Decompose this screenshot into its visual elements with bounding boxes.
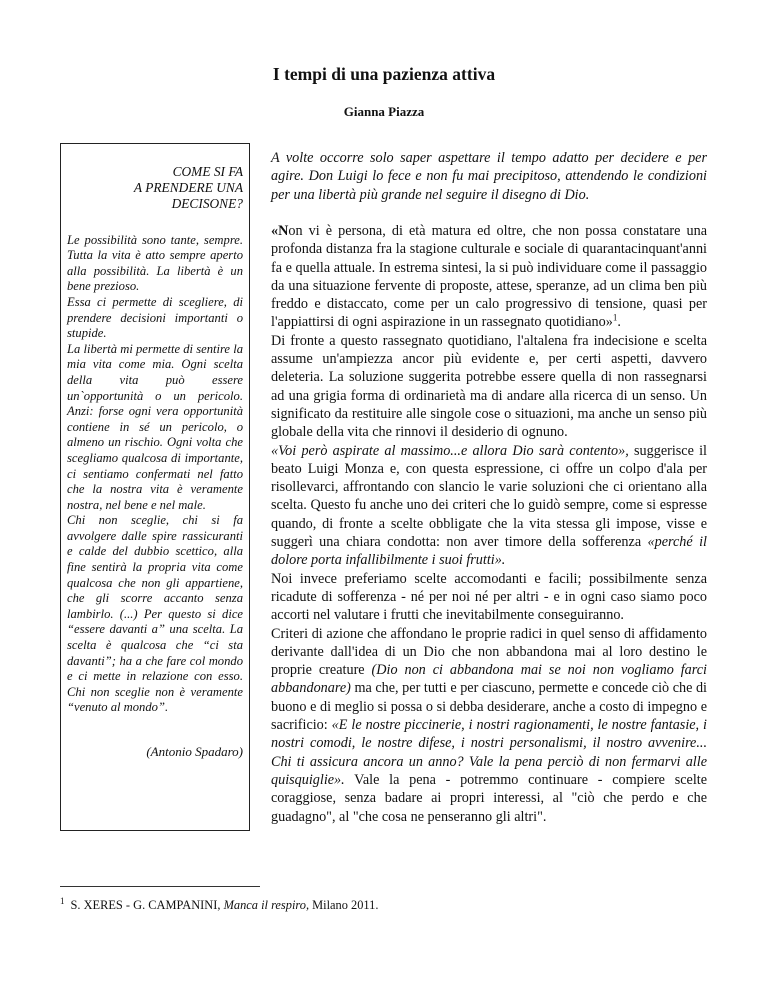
footnote-place: Milano 2011. (309, 898, 379, 913)
sidebar-heading-line: DECISONE? (171, 196, 243, 212)
footnote-divider (60, 886, 260, 887)
sidebar-paragraph: La libertà mi permette di sentire la mia vita come mia. Ogni scelta della vita può essere un`opportunità o un pericolo. Anzi: forse ogni vera opportunità contiene in sé un pericolo, o almeno un rischio. Ogni volta che scegliamo qualcosa di importante, ci sentiamo confermati nel fatto che la nostra vita è veramente nostra, nel bene e nel male. (67, 341, 243, 512)
sidebar-heading (67, 164, 243, 213)
body-text: on vi è persona, di età matura ed oltre, che non possa constatare una profonda distanza fra la stagione culturale e sociale di quarantacinquant'anni fa e quella attuale. In estrema sintesi, la si può individuare come il passaggio da una situazione fervente di proposte, attese, speranze, ad un clima ben più freddo e distaccato, come per un calo progressivo di tensione, quasi per l'appiattirsi di ogni aspirazione in un rassegnato quotidiano» (271, 223, 707, 331)
quote: (Dio non ci abbandona mai se noi non vogliamo farci abbandonare) (271, 662, 707, 697)
body-text: ma che, per tutti e per ciascuno, permette e concede ciò che di buono e di meglio si possa o si debba desiderare, anche a costo di impegno e sacrificio: (271, 680, 707, 734)
body-paragraph: Noi invece preferiamo scelte accomodanti e facili; possibilmente senza ricadute di sofferenza - né per noi né per altri - e in ogni caso siamo poco accorti nel valutare i frutti che inevitabilmente conseguiranno. (271, 570, 707, 624)
body-paragraph (271, 625, 707, 826)
sidebar-heading-line: A PRENDERE UNA (133, 180, 243, 196)
sidebar-text (67, 233, 243, 716)
body-text: Criteri di azione che affondano le proprie radici in quel senso di affidamento derivante dall'idea di un Dio che non abbandona mai al loro destino le proprie creature (271, 625, 707, 679)
sidebar-paragraph: Le possibilità sono tante, sempre. Tutta la vita è atto sempre aperto alla possibilità. La libertà è un bene prezioso. (67, 232, 243, 294)
sidebar-heading-line: COME SI FA (172, 164, 243, 179)
intro-paragraph: A volte occorre solo saper aspettare il tempo adatto per decidere e per agire. Don Luigi lo fece e non fu mai precipitoso, attendendo le condizioni per una libertà più grande nel seguire il disegno di Dio. (271, 150, 707, 203)
body-text: . (617, 314, 621, 331)
footnote-authors: S. XERES - G. CAMPANINI, (70, 898, 224, 913)
body-text: Vale la pena - potremmo continuare - compiere scelte coraggiose, senza badare ai propri interessi, al "ciò che perdo e che guadagno", al "che cosa ne penseranno gli altri". (271, 771, 707, 825)
footnote-book: Manca il respiro, (223, 898, 310, 913)
body-paragraph (271, 222, 707, 332)
body-text: suggerisce il beato Luigi Monza e, con questa espressione, ci offre un colpo d'ala per risollevarci, affrontando con slancio le varie soluzioni che ci orientano alla scelta. Questo fu anche uno dei criteri che lo guidò sempre, come si espresse quando, di fronte a scelte obbligate che la vita stessa gli impose, visse e suggerì una chiara condotta: non aver timore della sofferenza (271, 442, 707, 551)
article-body (271, 222, 707, 826)
sidebar-signature: (Antonio Spadaro) (146, 744, 243, 760)
sidebar-paragraph: Chi non sceglie, chi si fa avvolgere dalle spire rassicuranti e calde del dubbio scettico, alla fine sentirà la propria vita come qualcosa che non gli appartiene, che gli scorre accanto senza lambirlo. (...) Per questo si dice “essere davanti a” una scelta. La scelta è qualcosa che “ci sta davanti”; ha a che fare col mondo e ci mette in relazione con esso. Chi non sceglie non è veramente “venuto al mondo”. (67, 513, 243, 715)
page-title: I tempi di una pazienza attiva (272, 64, 496, 84)
author-name: Gianna Piazza (343, 104, 425, 119)
footnote (60, 896, 720, 913)
body-paragraph: Di fronte a questo rassegnato quotidiano, l'altalena fra indecisione e scelta assume un'ampiezza ancor più evidente e, per certi aspetti, davvero deleteria. La soluzione suggerita potrebbe essere quella di non rassegnarsi ad una grigia forma di ordinarietà ma di andare alla ricerca di un senso. Un significato da restituire alle singole cose o situazioni, ma anche un senso più globale della vita che rinnovi il desiderio di ognuno. (271, 332, 707, 441)
footnote-number: 1 (60, 896, 65, 906)
opening-quote: «N (271, 223, 289, 239)
footnote-ref[interactable]: 1 (612, 312, 618, 323)
quote: «perché il dolore porta infallibilmente i suoi frutti». (271, 534, 707, 569)
sidebar-box (60, 143, 250, 831)
quote: «E le nostre piccinerie, i nostri ragionamenti, le nostre fantasie, i nostri comodi, le nostre difese, i nostri personalismi, il nostro avvenire... Chi ti assicura ancora un anno? Vale la pena perciò di non fermarvi alle quisquiglie». (271, 717, 707, 788)
sidebar-paragraph: Essa ci permette di scegliere, di prendere decisioni importanti o stupide. (67, 294, 243, 341)
body-paragraph (271, 442, 707, 570)
quote: «Voi però aspirate al massimo...e allora Dio sarà contento», (271, 442, 629, 459)
